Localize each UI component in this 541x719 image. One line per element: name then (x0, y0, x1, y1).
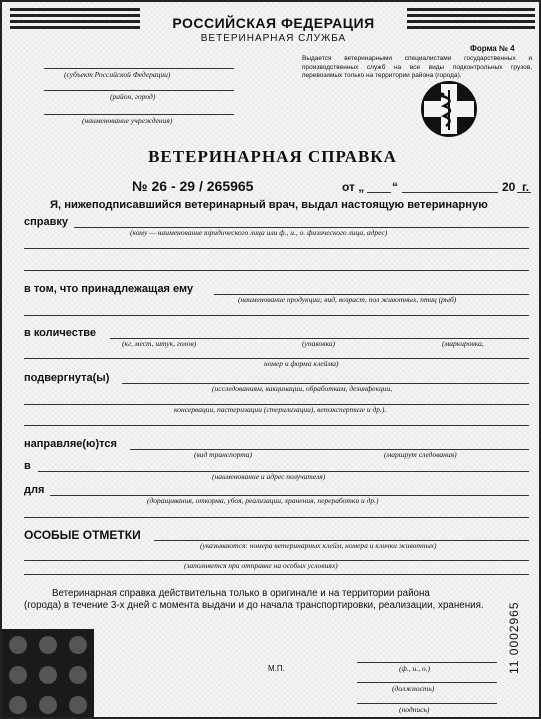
subjected-caption-2: консервации, пастеризации (стерилизации), ветэкспертизе и др.). (174, 405, 387, 414)
intro-text: Я, нижеподписавшийся ветеринарный врач, выдал настоящую ветеринарную (50, 199, 488, 211)
institution-caption: (наименование учреждения) (82, 116, 173, 125)
pack-caption: (упаковка) (302, 339, 336, 348)
stamp-caption: номер и форма клейма) (264, 359, 339, 368)
document-title: ВЕТЕРИНАРНАЯ СПРАВКА (148, 147, 397, 166)
form-note: Выдается ветеринарными специалистами государственных и производственных служб на все виды подконтрольных грузов, перевозимых только на территории района (города). (302, 55, 532, 79)
date-day-line[interactable] (367, 192, 391, 193)
marking-caption: (маркировка, (442, 339, 484, 348)
transport-caption: (вид транспорта) (194, 450, 253, 459)
recipient-line-2[interactable] (24, 248, 529, 249)
sent-label: направляе(ю)тся (24, 438, 117, 450)
date-year: 20 (502, 180, 516, 194)
spravku-label: справку (24, 216, 68, 228)
document-number: № 26 - 29 / 265965 (132, 178, 254, 194)
district-line (44, 90, 234, 91)
signature-caption: (подпись) (399, 705, 430, 714)
validity-divider (24, 574, 529, 575)
validity-line-2: (города) в течение 3-х дней с момента выдачи и до начала транспортировки, реализации, хранения. (24, 600, 484, 611)
transport-line[interactable] (130, 449, 529, 450)
product-caption: (наименование продукции; вид, возраст, пол животных, птиц (рыб) (238, 295, 457, 304)
header-title: РОССИЙСКАЯ ФЕДЕРАЦИЯ (172, 15, 375, 31)
fio-caption: (ф., и., о.) (399, 664, 430, 673)
district-caption: (район, город) (110, 92, 156, 101)
position-caption: (должность) (392, 684, 435, 693)
owned-label: в том, что принадлежащая ему (24, 283, 194, 295)
special-caption-2: (заполняется при отправке на особых условиях) (184, 561, 338, 570)
recipient-address-caption: (наименование и адрес получателя) (212, 472, 326, 481)
for-label: для (24, 484, 45, 496)
fio-line[interactable] (357, 662, 497, 663)
purpose-caption: (доращивания, откорма, убоя, реализации, хранения, переработки и др.) (147, 496, 379, 505)
header-subtitle: ВЕТЕРИНАРНАЯ СЛУЖБА (200, 33, 347, 44)
region-caption: (субъект Российской Федерации) (64, 70, 171, 79)
subjected-label: подвергнута(ы) (24, 372, 110, 384)
veterinary-emblem-icon (420, 80, 478, 138)
date-month-line[interactable] (402, 192, 498, 193)
recipient-line-3[interactable] (24, 270, 529, 271)
recipient-caption: (кому — наименование юридического лица или ф., и., о. физического лица, адрес) (130, 228, 388, 237)
quantity-label: в количестве (24, 327, 96, 339)
product-line-2[interactable] (24, 315, 529, 316)
signature-line[interactable] (357, 703, 497, 704)
position-line[interactable] (357, 682, 497, 683)
date-prefix: от „ (342, 180, 365, 194)
stamp-place: М.П. (268, 664, 285, 673)
special-caption: (указываются: номера ветеринарных клейм, номера и клички животных) (200, 541, 437, 550)
date-quote: “ (392, 180, 398, 194)
institution-line (44, 114, 234, 115)
serial-number: 11 0002965 (507, 601, 521, 674)
to-label: в (24, 460, 31, 472)
date-year-suffix: г. (522, 180, 530, 194)
subjected-caption: (исследованиям, вакцинации, обработкам, дезинфекции, (212, 384, 393, 393)
form-number: Форма № 4 (470, 44, 515, 53)
header-decor-left (10, 8, 140, 32)
quantity-caption: (кг, мест, штук, голов) (122, 339, 197, 348)
header-decor-right (407, 8, 535, 32)
purpose-line-2[interactable] (24, 517, 529, 518)
special-label: ОСОБЫЕ ОТМЕТКИ (24, 528, 141, 542)
route-caption: (маршрут следования) (384, 450, 457, 459)
region-line (44, 68, 234, 69)
security-pattern-icon (2, 629, 94, 719)
subjected-line-3[interactable] (24, 425, 529, 426)
validity-line-1: Ветеринарная справка действительна только в оригинале и на территории района (52, 588, 430, 599)
